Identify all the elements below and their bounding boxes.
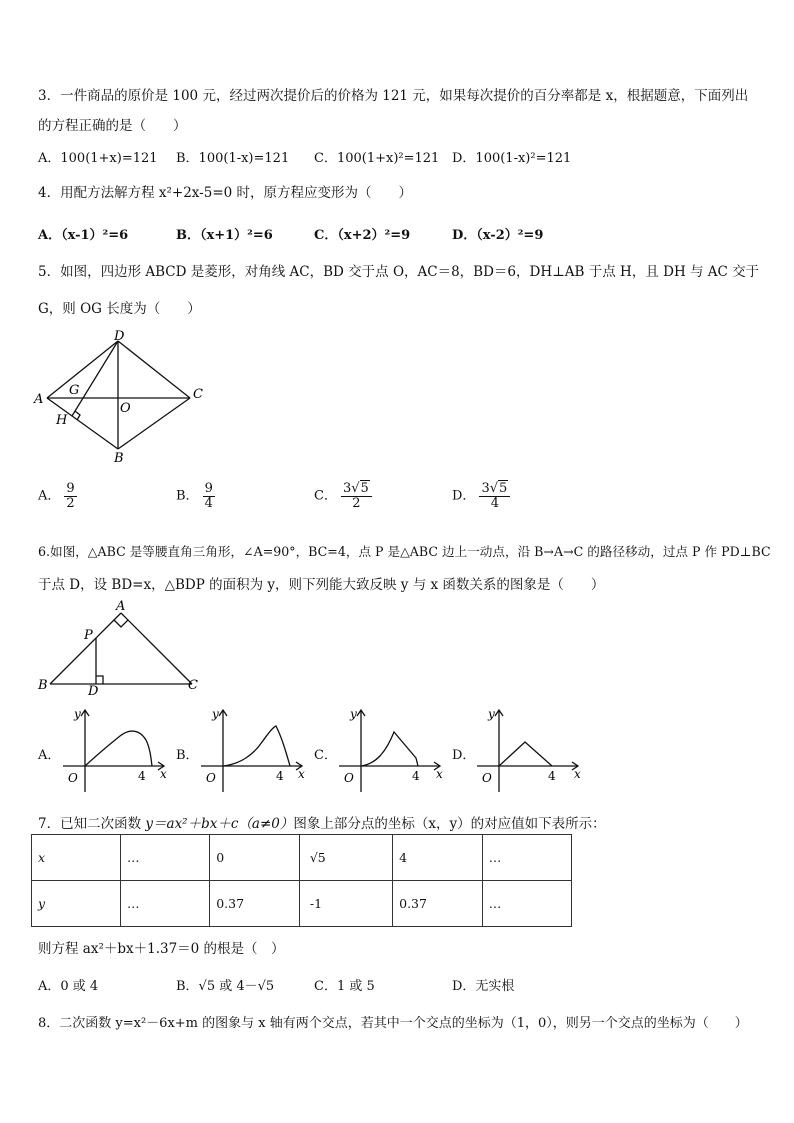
q6-graph-a-tick: 4 [138,769,146,783]
q6-label-d: D [88,684,99,696]
q8-stem: 8．二次函数 y=x²－6x+m 的图象与 x 轴有两个交点，若其中一个交点的坐标为（1，0），则另一个交点的坐标为（ ） [38,1016,748,1031]
q6-label-c: C [188,678,198,693]
q5-option-c-rad: 5 [360,481,369,496]
q3-option-b: B．100(1-x)=121 [176,151,290,166]
q6-graph-b-origin: O [206,771,216,785]
q5-option-c-letter: C． [314,488,337,504]
q6-triangle-figure [30,596,210,696]
q5-option-b-letter: B． [176,488,199,504]
q5-stem-line1: 5．如图，四边形 ABCD 是菱形，对角线 AC，BD 交于点 O，AC＝8，BD＝6，DH⊥AB 于点 H，且 DH 与 AC 交于 [38,264,760,280]
table-cell: … [482,881,571,927]
q5-option-d-den: 4 [490,495,499,511]
q5-option-b-den: 4 [204,495,213,511]
q6-graph-a-origin: O [68,771,78,785]
table-cell: -1 [299,881,392,927]
q7-option-d: D．无实根 [452,979,515,994]
q5-label-c: C [193,387,203,402]
q5-option-d-coef: 3 [481,481,490,496]
q5-option-a-num: 9 [66,481,75,496]
q6-graph-c-y: y [350,707,357,721]
q3-stem-line1: 3．一件商品的原价是 100 元，经过两次提价后的价格为 121 元，如果每次提价的百分率都是 x，根据题意，下面列出 [38,88,749,104]
q6-graph-b-y: y [212,707,219,721]
q5-label-g: G [69,383,80,398]
q6-option-b-letter: B． [176,748,199,763]
q6-graph-a [58,704,168,794]
q6-graph-d-tick: 4 [548,769,556,783]
q7-option-b: B．√5 或 4－√5 [176,979,275,994]
q6-label-b: B [38,678,48,693]
q5-option-a [38,482,77,510]
q5-option-b-num: 9 [204,481,213,496]
q5-stem-line2: G，则 OG 长度为（ ） [38,301,201,317]
q3-option-c: C．100(1+x)²=121 [314,151,440,166]
q3-stem-line2: 的方程正确的是（ ） [38,118,187,134]
q6-option-c-letter: C． [314,748,337,763]
q4-stem: 4．用配方法解方程 x²+2x-5=0 时，原方程应变形为（ ） [38,185,413,201]
q3-option-a: A．100(1+x)=121 [38,151,158,166]
q5-option-c-coef: 3 [342,481,352,496]
table-row [32,835,572,881]
q5-label-a: A [34,392,44,407]
table-row [32,881,572,927]
table-cell: … [482,835,571,881]
q5-option-d-rad: 5 [499,481,508,496]
q5-label-d: D [114,329,125,344]
q5-option-b [176,482,215,510]
q6-option-a-letter: A． [38,748,61,763]
q6-graph-c-x: x [436,767,443,781]
q6-graph-d-origin: O [482,771,492,785]
q6-graph-d-x: x [574,767,581,781]
q6-graph-d-y: y [488,707,495,721]
table-cell: 0 [210,835,300,881]
q3-option-d: D．100(1-x)²=121 [452,151,572,166]
q5-label-h: H [56,413,68,428]
q6-graph-d [472,704,582,794]
q5-option-c-den: 2 [352,495,361,511]
q5-label-o: O [120,401,131,416]
q6-graph-c-origin: O [344,771,354,785]
q4-option-b: B．（x+1）²=6 [176,228,273,243]
table-cell: 0.37 [393,881,483,927]
table-cell: 4 [393,835,483,881]
q6-graph-b [196,704,306,794]
q5-option-c: C． $\frac{3√5}{2}$ [314,482,372,510]
q6-label-a: A [116,599,126,614]
q6-option-d-letter: D． [452,748,476,763]
table-cell: … [121,881,210,927]
q6-graph-a-y: y [74,707,81,721]
q4-option-d: D．（x-2）²=9 [452,228,544,243]
q5-option-d-letter: D． [452,488,476,504]
q6-graph-c [334,704,444,794]
q7-stem-func: y＝ax²＋bx＋c（a≠0） [145,816,294,832]
q4-option-a: A．（x-1）²=6 [38,228,129,243]
q6-graph-a-x: x [160,767,167,781]
q5-rhombus-figure [30,325,220,470]
q7-stem-suffix: 图象上部分点的坐标（x，y）的对应值如下表所示： [293,816,606,832]
q7-option-c: C．1 或 5 [314,979,375,994]
q6-graph-b-tick: 4 [276,769,284,783]
q5-option-d: D． $\frac{3√5}{4}$ [452,482,510,510]
table-cell: … [121,835,210,881]
table-cell: x [32,835,121,881]
q5-option-a-den: 2 [66,495,75,511]
q7-stem-prefix: 7．已知二次函数 [38,816,146,832]
q7-option-a: A．0 或 4 [38,979,99,994]
table-cell: y [32,881,121,927]
q6-label-p: P [84,628,93,643]
table-cell: √5 [299,835,392,881]
table-cell: 0.37 [210,881,300,927]
q5-option-a-letter: A． [38,488,61,504]
q6-stem-line1: 6.如图，△ABC 是等腰直角三角形，∠A=90°，BC=4，点 P 是△ABC 边上一动点，沿 B→A→C 的路径移动，过点 P 作 PD⊥BC [38,544,771,559]
q6-stem-line2: 于点 D，设 BD=x，△BDP 的面积为 y，则下列能大致反映 y 与 x 函数关系的图象是（ ） [38,577,605,593]
q7-value-table [31,834,572,927]
q6-graph-b-x: x [298,767,305,781]
q4-option-c: C．（x+2）²=9 [314,228,411,243]
q7-stem [38,812,606,832]
q6-graph-c-tick: 4 [412,769,420,783]
q5-label-b: B [114,451,124,466]
q7-question: 则方程 ax²＋bx＋1.37＝0 的根是（ ） [38,941,285,957]
